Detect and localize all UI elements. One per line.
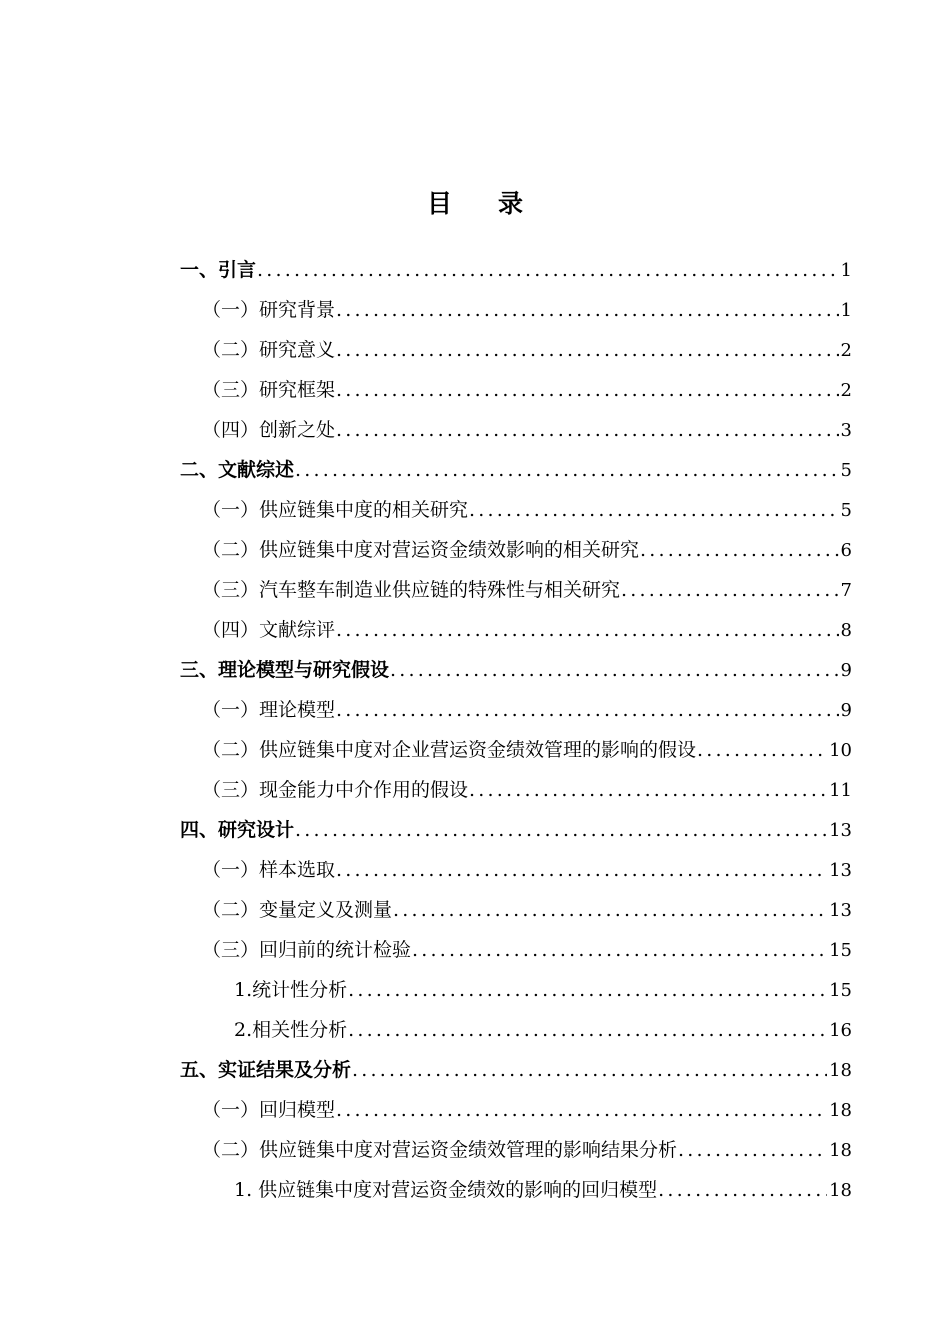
toc-entry-label: （二）供应链集中度对营运资金绩效影响的相关研究 — [202, 539, 640, 561]
toc-entry-label: 2.相关性分析 — [234, 1019, 348, 1041]
toc-title — [0, 184, 950, 220]
dot-leader — [336, 370, 839, 410]
toc-entry-label: （一）样本选取 — [202, 859, 336, 881]
dot-leader — [469, 490, 839, 530]
toc-entry[interactable] — [180, 330, 852, 370]
toc-entry[interactable] — [180, 490, 852, 530]
dot-leader — [348, 1010, 827, 1050]
dot-leader — [336, 1090, 827, 1130]
dot-leader — [352, 1050, 827, 1090]
toc-entry[interactable] — [180, 810, 852, 850]
dot-leader — [336, 690, 839, 730]
dot-leader — [640, 530, 839, 570]
dot-leader — [295, 450, 839, 490]
dot-leader — [348, 970, 827, 1010]
toc-entry[interactable] — [180, 1170, 852, 1210]
toc-entry-page-number: 5 — [840, 500, 852, 521]
toc-entry-label: （四）创新之处 — [202, 419, 336, 441]
toc-entry-page-number: 2 — [840, 340, 852, 361]
dot-leader — [393, 890, 827, 930]
toc-entry-page-number: 10 — [829, 740, 852, 761]
toc-entry-label: 五、实证结果及分析 — [180, 1059, 352, 1081]
toc-entry-label: 1. 供应链集中度对营运资金绩效的影响的回归模型 — [234, 1179, 658, 1201]
toc-entry-label: （三）现金能力中介作用的假设 — [202, 779, 469, 801]
toc-entry[interactable] — [180, 370, 852, 410]
dot-leader — [336, 610, 839, 650]
toc-entry-label: 二、文献综述 — [180, 459, 295, 481]
toc-entry[interactable] — [180, 290, 852, 330]
toc-entry[interactable] — [180, 570, 852, 610]
dot-leader — [469, 770, 827, 810]
toc-entry[interactable] — [180, 1090, 852, 1130]
toc-entry-page-number: 13 — [829, 860, 852, 881]
dot-leader — [621, 570, 839, 610]
toc-entry-label: 三、理论模型与研究假设 — [180, 659, 390, 681]
toc-entry[interactable] — [180, 530, 852, 570]
toc-entry-label: （一）理论模型 — [202, 699, 336, 721]
toc-entry[interactable] — [180, 890, 852, 930]
dot-leader — [412, 930, 827, 970]
toc-entry[interactable] — [180, 970, 852, 1010]
toc-entry-page-number: 8 — [840, 620, 852, 641]
toc-entry-page-number: 16 — [829, 1020, 852, 1041]
toc-entry-page-number: 3 — [840, 420, 852, 441]
dot-leader — [336, 850, 827, 890]
dot-leader — [336, 410, 839, 450]
toc-entry-label: （二）供应链集中度对营运资金绩效管理的影响结果分析 — [202, 1139, 678, 1161]
toc-entry[interactable] — [180, 410, 852, 450]
toc-entry-page-number: 1 — [840, 260, 852, 281]
toc-entry-label: （三）研究框架 — [202, 379, 336, 401]
toc-entry-label: （二）研究意义 — [202, 339, 336, 361]
toc-entry[interactable] — [180, 850, 852, 890]
toc-entry-label: （一）回归模型 — [202, 1099, 336, 1121]
toc-entry[interactable] — [180, 1130, 852, 1170]
toc-list — [180, 250, 852, 1210]
toc-entry[interactable] — [180, 770, 852, 810]
toc-entry-page-number: 15 — [829, 980, 852, 1001]
toc-entry-label: （一）供应链集中度的相关研究 — [202, 499, 469, 521]
toc-entry-page-number: 2 — [840, 380, 852, 401]
toc-entry[interactable] — [180, 650, 852, 690]
toc-entry-label: 四、研究设计 — [180, 819, 295, 841]
dot-leader — [295, 810, 827, 850]
toc-entry[interactable] — [180, 450, 852, 490]
toc-entry-page-number: 9 — [840, 700, 852, 721]
toc-entry[interactable] — [180, 250, 852, 290]
dot-leader — [336, 290, 839, 330]
toc-entry[interactable] — [180, 610, 852, 650]
toc-entry-page-number: 9 — [840, 660, 852, 681]
toc-entry[interactable] — [180, 690, 852, 730]
dot-leader — [697, 730, 827, 770]
dot-leader — [678, 1130, 827, 1170]
dot-leader — [658, 1170, 827, 1210]
toc-entry-label: （二）供应链集中度对企业营运资金绩效管理的影响的假设 — [202, 739, 697, 761]
toc-entry[interactable] — [180, 730, 852, 770]
toc-entry-page-number: 18 — [829, 1100, 852, 1121]
dot-leader — [336, 330, 839, 370]
toc-entry[interactable] — [180, 930, 852, 970]
toc-entry-page-number: 13 — [829, 820, 852, 841]
toc-entry-page-number: 18 — [829, 1140, 852, 1161]
toc-entry-label: （二）变量定义及测量 — [202, 899, 393, 921]
toc-title-char-2: 录 — [498, 189, 524, 218]
toc-entry-page-number: 13 — [829, 900, 852, 921]
toc-entry-page-number: 15 — [829, 940, 852, 961]
toc-entry-label: 1.统计性分析 — [234, 979, 348, 1001]
toc-entry-label: 一、引言 — [180, 259, 257, 281]
toc-entry-page-number: 5 — [840, 460, 852, 481]
toc-entry-label: （三）汽车整车制造业供应链的特殊性与相关研究 — [202, 579, 621, 601]
dot-leader — [390, 650, 839, 690]
toc-entry-page-number: 18 — [829, 1180, 852, 1201]
toc-entry-page-number: 11 — [829, 780, 852, 801]
toc-entry[interactable] — [180, 1050, 852, 1090]
dot-leader — [257, 250, 839, 290]
toc-entry-page-number: 18 — [829, 1060, 852, 1081]
toc-entry[interactable] — [180, 1010, 852, 1050]
toc-entry-label: （一）研究背景 — [202, 299, 336, 321]
toc-entry-page-number: 1 — [840, 300, 852, 321]
toc-entry-page-number: 7 — [840, 580, 852, 601]
toc-entry-page-number: 6 — [840, 540, 852, 561]
toc-title-char-1: 目 — [426, 189, 452, 218]
toc-entry-label: （三）回归前的统计检验 — [202, 939, 412, 961]
toc-entry-label: （四）文献综评 — [202, 619, 336, 641]
